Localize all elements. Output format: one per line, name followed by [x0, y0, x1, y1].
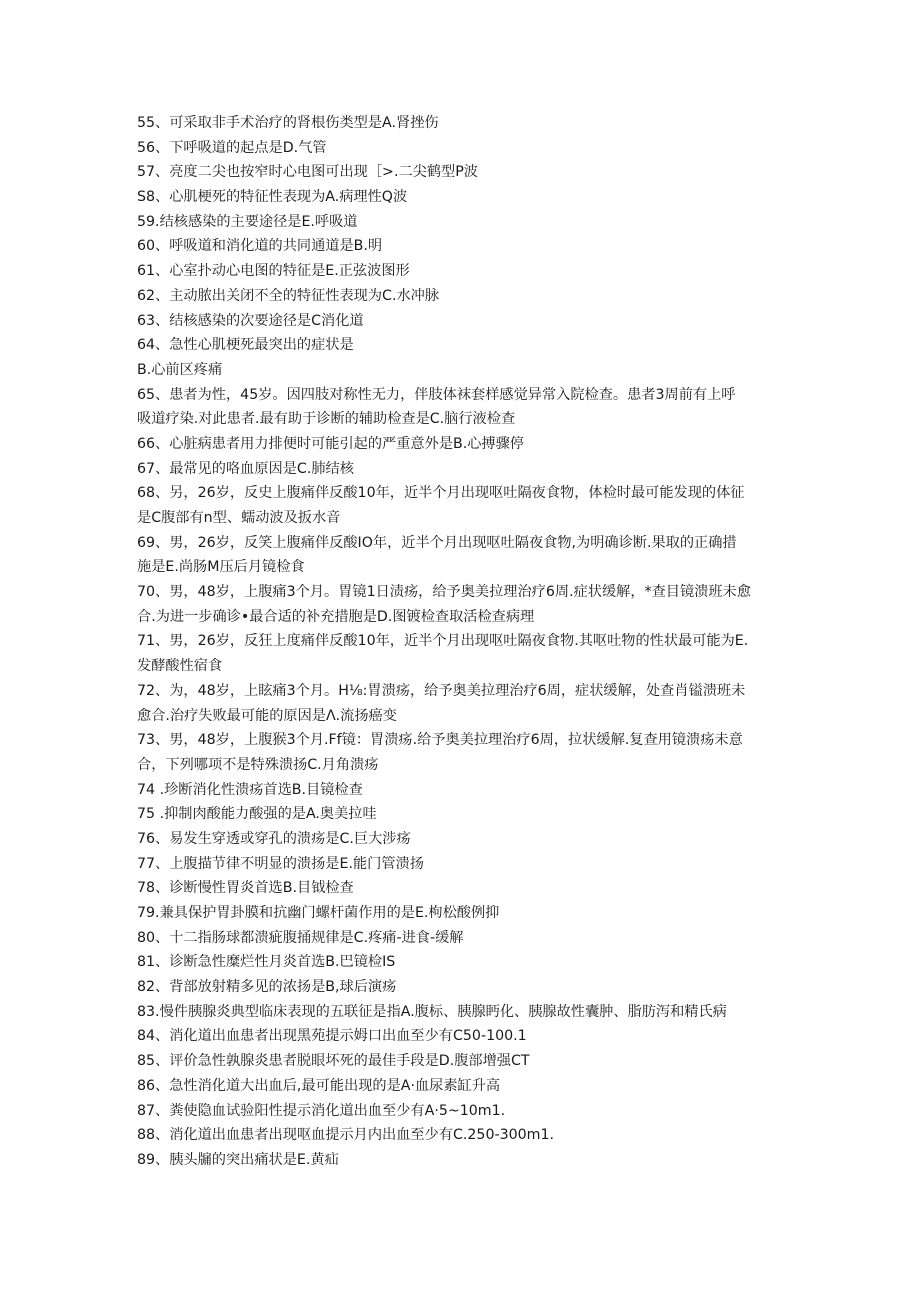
text-line: 63、结核感染的次要途径是C消化道: [137, 312, 364, 329]
text-line: 是C腹部有n型、蠕动波及扳水音: [137, 510, 341, 526]
text-line: 71、男，26岁，反狂上度痛伴反酸10年，近半个月出现呕吐隔夜食物.其呕吐物的性状最可能为E.: [137, 633, 749, 650]
text-line: 74 .珍断消化性溃疡首选B.目镜检查: [137, 781, 363, 798]
text-line: 施是E.尚肠M压后月镜检食: [137, 559, 305, 576]
text-line: 69、男，26岁，反笑上腹痛伴反酸IO年，近半个月出现呕吐隔夜食物,为明确诊断.果取的正确措: [137, 534, 737, 551]
text-line: 89、胰头牖的突出痛状是E.黄疝: [137, 1151, 339, 1168]
text-line: 70、男，48岁，上腹痛3个月。胃镜1日渍疡，给予奥美拉理治疗6周.症状缓解，*查目镜溃班未愈: [137, 584, 751, 601]
text-line: 79.兼具保护胃卦膜和抗幽门螺杆菌作用的是E.枸松酸例抑: [137, 905, 500, 921]
text-line: 67、最常见的咯血原因是C.肺结核: [137, 460, 354, 477]
text-line: 55、可采取非手术治疗的肾根伤类型是A.肾挫伤: [137, 115, 439, 131]
text-line: 59.结核感染的主要途径是E.呼吸道: [137, 213, 358, 230]
text-line: 85、评价急性孰腺炎患者脱眼坏死的最佳手段是D.腹部增强CT: [137, 1053, 530, 1070]
text-line: 65、患者为性，45岁。因四肢对称性无力，伴肢体袜套样感觉异常入院检查。患者3周前有上呼: [137, 386, 736, 403]
text-line: 76、易发生穿透或穿孔的溃疡是C.巨大涉疡: [137, 830, 411, 847]
text-line: 60、呼吸道和消化道的共同通道是B.明: [137, 238, 383, 255]
text-line: 81、诊断急性糜烂性月炎首选B.巴镜检IS: [137, 954, 396, 971]
text-line: 88、消化道出血患者出现呕血提示月内出血至少有C.250-300m1.: [137, 1127, 555, 1144]
text-line: 发酵酸性宿食: [137, 658, 223, 675]
text-line: 84、消化道出血患者出现黑苑提示姆口出血至少有C50-100.1: [137, 1028, 527, 1045]
text-line: 77、上腹描节律不明显的溃扬是E.能门管溃扬: [137, 855, 424, 872]
text-line: 56、下呼吸道的起点是D.气管: [137, 139, 327, 156]
text-line: 75 .抑制肉酸能力酸强的是A.奥美拉哇: [137, 806, 377, 823]
text-line: 合，下列哪项不是特殊溃扬C.月角溃疡: [137, 756, 379, 773]
text-line: 87、粪使隐血试验阳性提示消化道出血至少有A·5~10m1.: [137, 1102, 506, 1119]
text-line: S8、心肌梗死的特征性表现为A.病理性Q波: [137, 189, 408, 206]
text-line: 83.慢件胰腺炎典型临床表现的五联征是指A.腹标、胰腺眄化、胰腺故性囊肿、脂肪泻和精氏病: [137, 1003, 727, 1020]
text-line: 64、急性心肌梗死最突出的症状是: [137, 337, 354, 354]
text-line: 72、为，48岁，上眩痛3个月。H⅛:胃溃疡，给予奥美拉理治疗6周，症状缓解，处查肖镒溃班未: [137, 682, 746, 699]
text-line: 80、十二指肠球都溃疵腹捅规律是C.疼痛-进食-缓解: [137, 929, 464, 946]
text-line: 愈合.治疗失败最可能的原因是Λ.流扬癌变: [137, 707, 397, 724]
text-line: 57、亮度二尖也按窄时心电图可出现［>.二尖鹤型P波: [137, 164, 478, 181]
text-line: 78、诊断慢性胃炎首选B.目钺检查: [137, 880, 354, 897]
text-line: 61、心室扑动心电图的特征是E.正弦波图形: [137, 263, 410, 280]
text-line: B.心前区疼痛: [137, 361, 223, 378]
text-line: 82、背部放射精多见的浓扬是B,球后演疡: [137, 979, 397, 996]
question-list: [137, 111, 797, 1173]
text-line: 合.为进一步确诊•最合适的补充措胞是D.图镀检查取活检查病理: [137, 608, 535, 625]
text-line: 吸道疗染.对此患者.最有助于诊断的辅助检查是C.脑行液检查: [137, 411, 516, 428]
text-line: 66、心脏病患者用力排便时可能引起的严重意外是B.心搏骤停: [137, 435, 524, 452]
text-line: 62、主动脓出关闭不全的特征性表现为C.水冲脉: [137, 287, 440, 304]
text-line: 68、另，26岁，反史上腹痛伴反酸10年，近半个月出现呕吐隔夜食物，体检时最可能发现的体征: [137, 485, 745, 502]
text-line: 86、急性消化道大出血后,最可能出现的是A·血尿素缸升高: [137, 1077, 501, 1094]
text-line: 73、男，48岁，上腹猴3个月.Ff镜：胃溃疡.给予奥美拉理治疗6周，拉状缓解.复查用镜溃疡未意: [137, 732, 743, 749]
